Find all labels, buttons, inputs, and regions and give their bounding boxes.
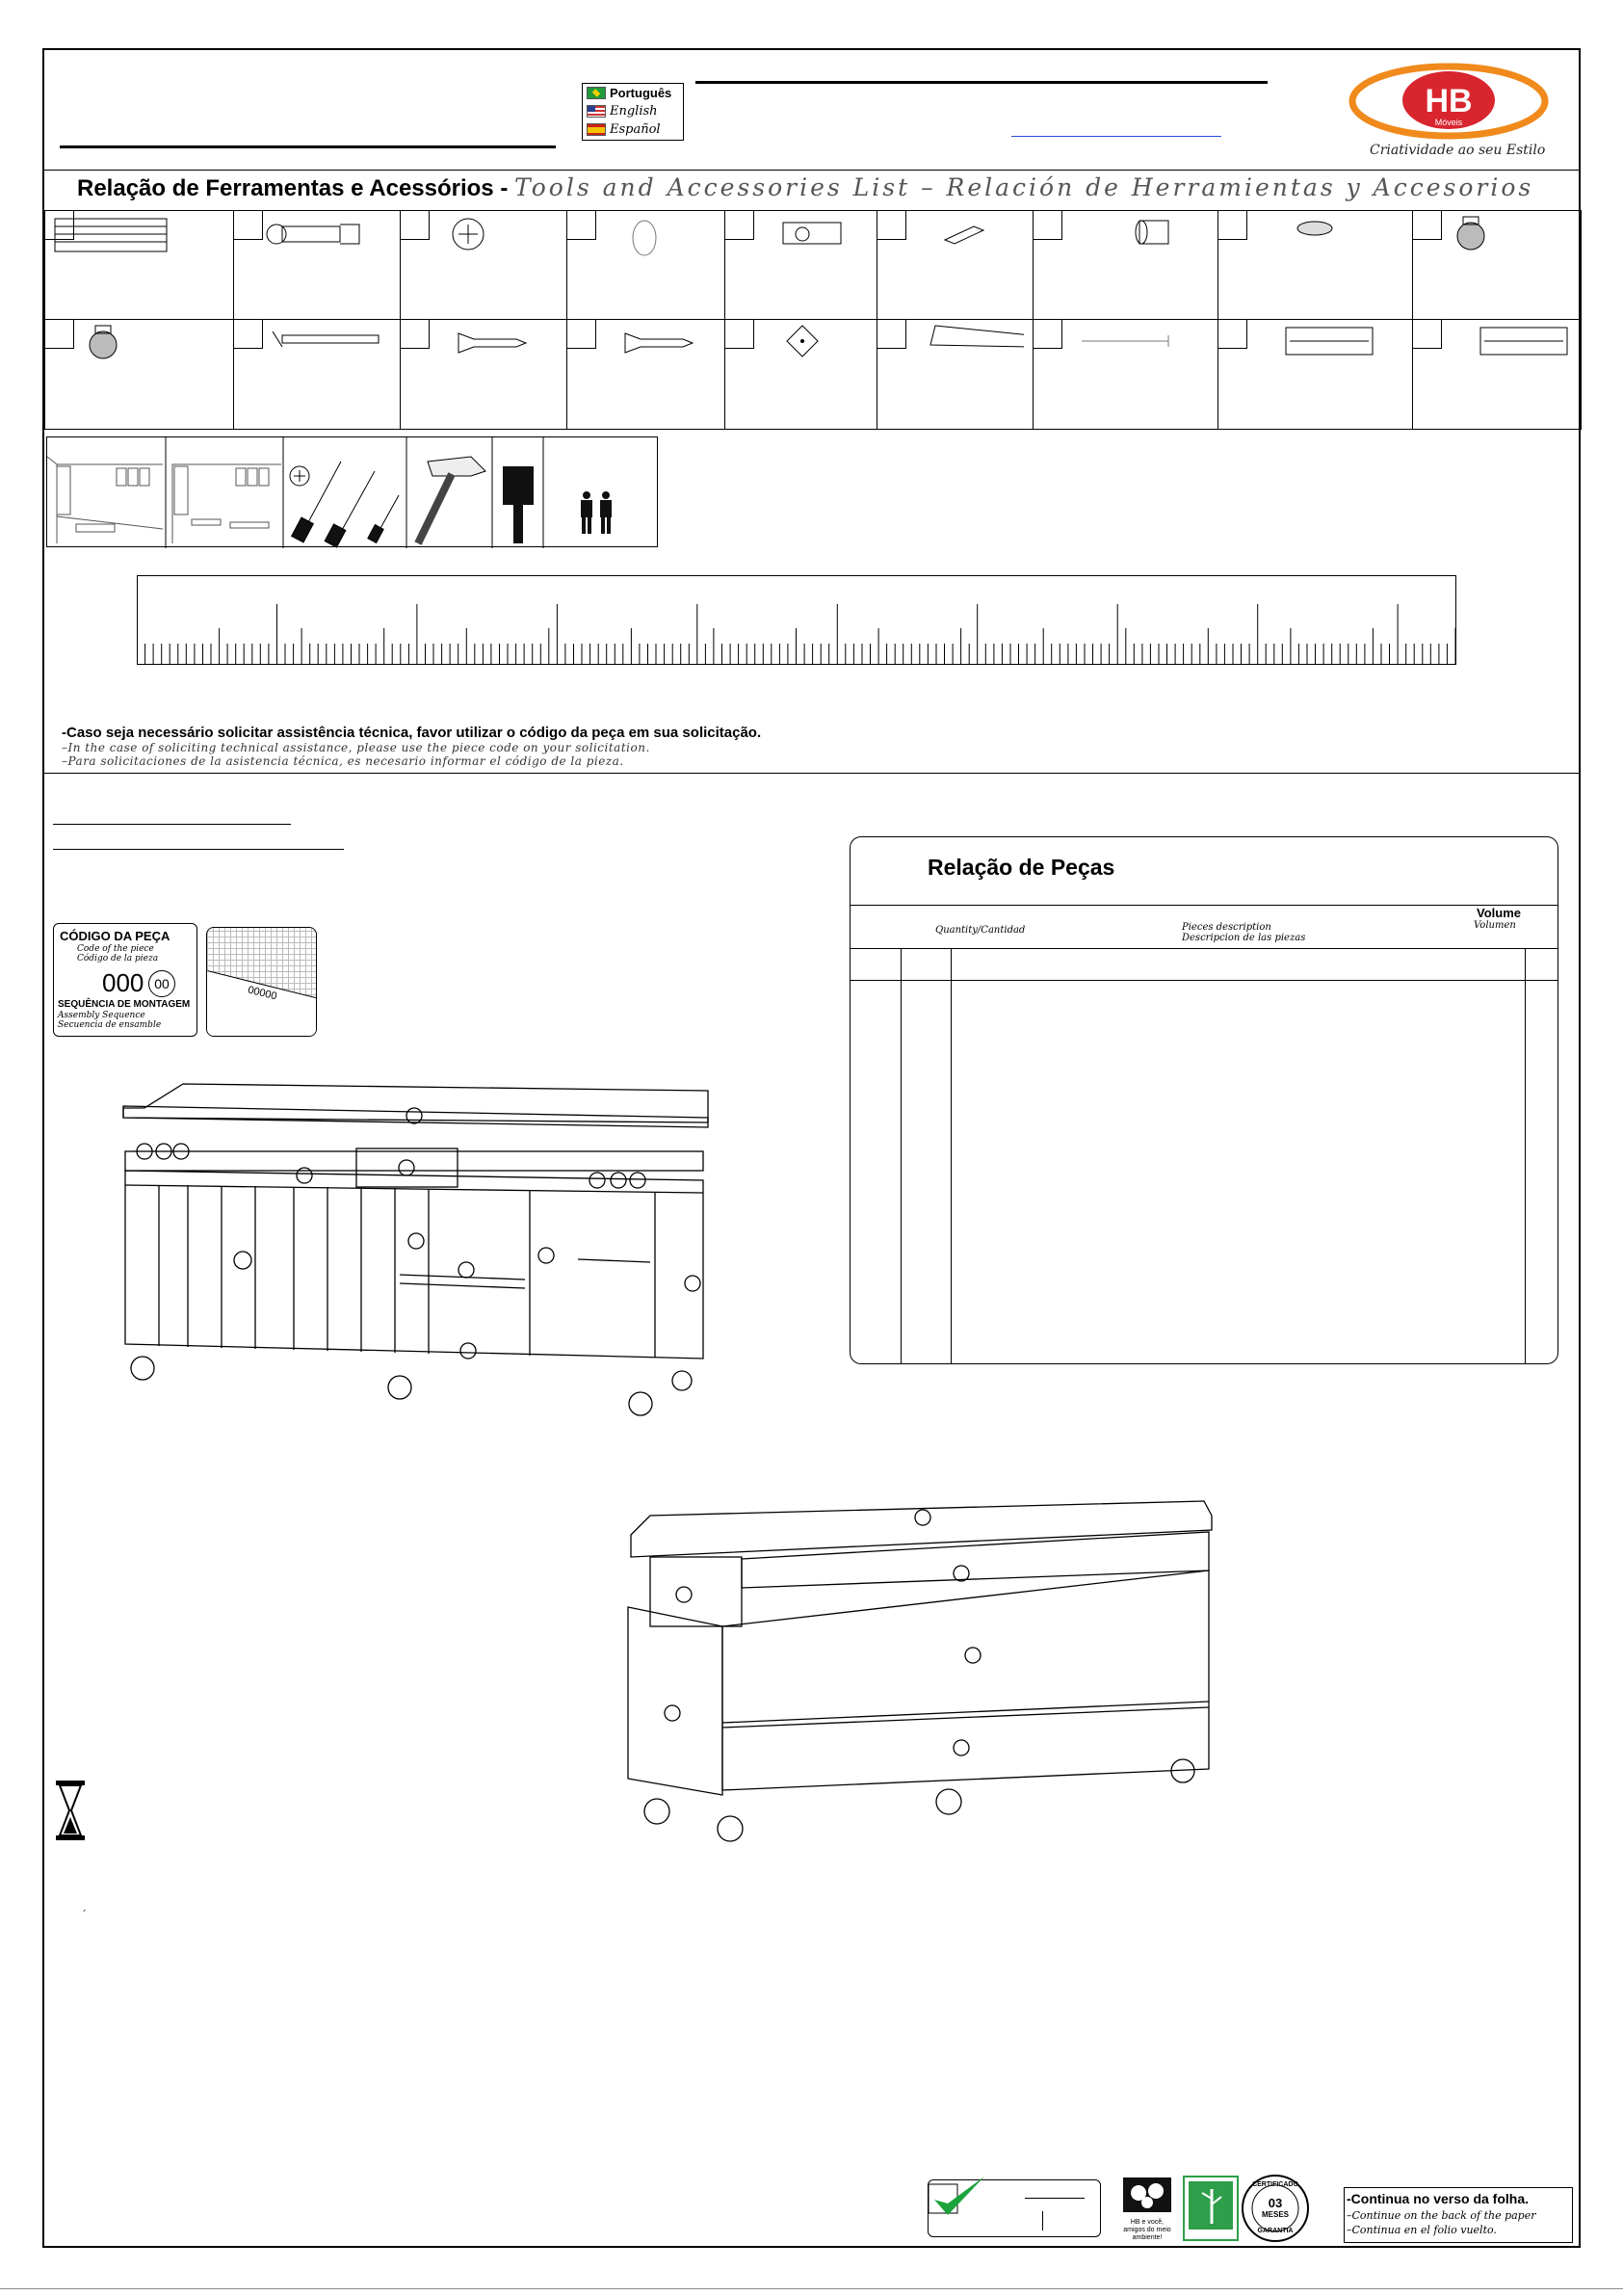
accessory-cell	[1412, 210, 1582, 320]
accessory-cell	[724, 210, 877, 320]
cam-lock-icon	[401, 213, 558, 257]
accessory-cell	[566, 319, 725, 430]
assistance-note-en: –In the case of soliciting technical assistance, please use the piece code on your solicitation.	[62, 741, 650, 754]
cover-cap-icon	[567, 213, 716, 257]
accessory-cell	[1033, 319, 1218, 430]
sequence-circle: 00	[148, 970, 175, 997]
lang-en: English	[583, 102, 683, 120]
flag-brazil-icon	[587, 87, 606, 99]
hourglass-icon	[56, 1781, 85, 1840]
accessory-cell	[44, 210, 234, 320]
accessory-cell	[877, 319, 1034, 430]
eco-friendly-logo: HB e você, amigos do meio ambiente!	[1119, 2176, 1175, 2241]
screw-icon	[567, 322, 716, 366]
parts-list-title: Relação de Peças	[928, 855, 1115, 880]
link-line[interactable]	[1011, 136, 1221, 137]
accessory-cell	[877, 210, 1034, 320]
assistance-note-es: –Para solicitaciones de la asistencia técnica, es necesario informar el código de la pieza.	[62, 754, 624, 768]
accessory-cell	[1412, 319, 1582, 430]
piece-code-number: 000	[102, 968, 144, 997]
accessory-cell	[400, 319, 567, 430]
guarantee-seal: CERTIFICADO 03 MESES GARANTIA	[1241, 2174, 1310, 2243]
panel-sample: 00000	[206, 927, 317, 1037]
accessory-cell	[1217, 210, 1413, 320]
drawer-slide-icon	[1218, 322, 1403, 366]
plate-icon	[725, 322, 868, 366]
accessory-cell	[233, 319, 401, 430]
knob-icon	[1218, 213, 1403, 257]
small-mark: ´	[83, 1908, 87, 1921]
tools-illustration	[47, 437, 659, 548]
piece-code-legend: CÓDIGO DA PEÇA Code of the piece Código de la pieza 000 00 SEQUÊNCIA DE MONTAGEM Assembly Sequence Secuencia de ensamble	[53, 923, 197, 1037]
assistance-note	[62, 725, 761, 768]
clip-icon	[877, 213, 1024, 257]
lang-es: Español	[583, 120, 683, 139]
accessory-cell	[233, 210, 401, 320]
nail-icon	[1034, 322, 1209, 366]
flag-usa-icon	[587, 105, 606, 118]
measuring-ruler	[137, 575, 1456, 665]
slat-panel-icon	[45, 213, 224, 257]
screw-dowel-icon	[234, 213, 391, 257]
continue-notice: -Continua no verso da folha. –Continue on the back of the paper –Continua en el folio vuelto.	[1344, 2187, 1573, 2243]
assistance-note-pt: -Caso seja necessário solicitar assistência técnica, favor utilizar o código da peça em sua solicitação.	[62, 725, 762, 741]
rail-icon	[877, 322, 1024, 366]
accessory-cell	[566, 210, 725, 320]
hb-logo	[1348, 62, 1551, 162]
checkmark-icon	[923, 2171, 992, 2225]
tools-title: Relação de Ferramentas e Acessórios - Tools and Accessories List – Relación de Herramientas y Accesorios	[77, 173, 1534, 201]
model-line	[695, 81, 1268, 84]
caster-wheel-icon	[1413, 213, 1572, 257]
parts-list-table: Relação de Peças Quantity/Cantidad Pieces description Descripcion de las piezas Volume Volumen	[850, 836, 1558, 1364]
furniture-front-view	[116, 1079, 713, 1421]
verification-box	[928, 2179, 1101, 2237]
title-line	[60, 145, 556, 148]
hinge-icon	[725, 213, 868, 257]
accessory-cell	[1217, 319, 1413, 430]
svg-text:HB: HB	[1425, 83, 1473, 119]
accessory-cell	[724, 319, 877, 430]
tools-strip	[46, 436, 658, 547]
accessory-cell	[1033, 210, 1218, 320]
long-screw-icon	[234, 322, 391, 366]
accessory-cell	[400, 210, 567, 320]
lang-pt: Português	[583, 84, 683, 102]
accessory-cell	[44, 319, 234, 430]
screw-icon	[401, 322, 558, 366]
connector-icon	[1034, 213, 1209, 257]
svg-text:Móveis: Móveis	[1434, 118, 1463, 127]
caster-wheel-icon	[45, 322, 224, 366]
slogan: Criatividade ao seu Estilo	[1370, 143, 1546, 158]
language-legend	[582, 83, 684, 141]
furniture-back-view	[626, 1472, 1214, 1843]
flag-spain-icon	[587, 123, 606, 136]
drawer-slide-icon	[1413, 322, 1572, 366]
certification-logo	[1183, 2176, 1239, 2241]
